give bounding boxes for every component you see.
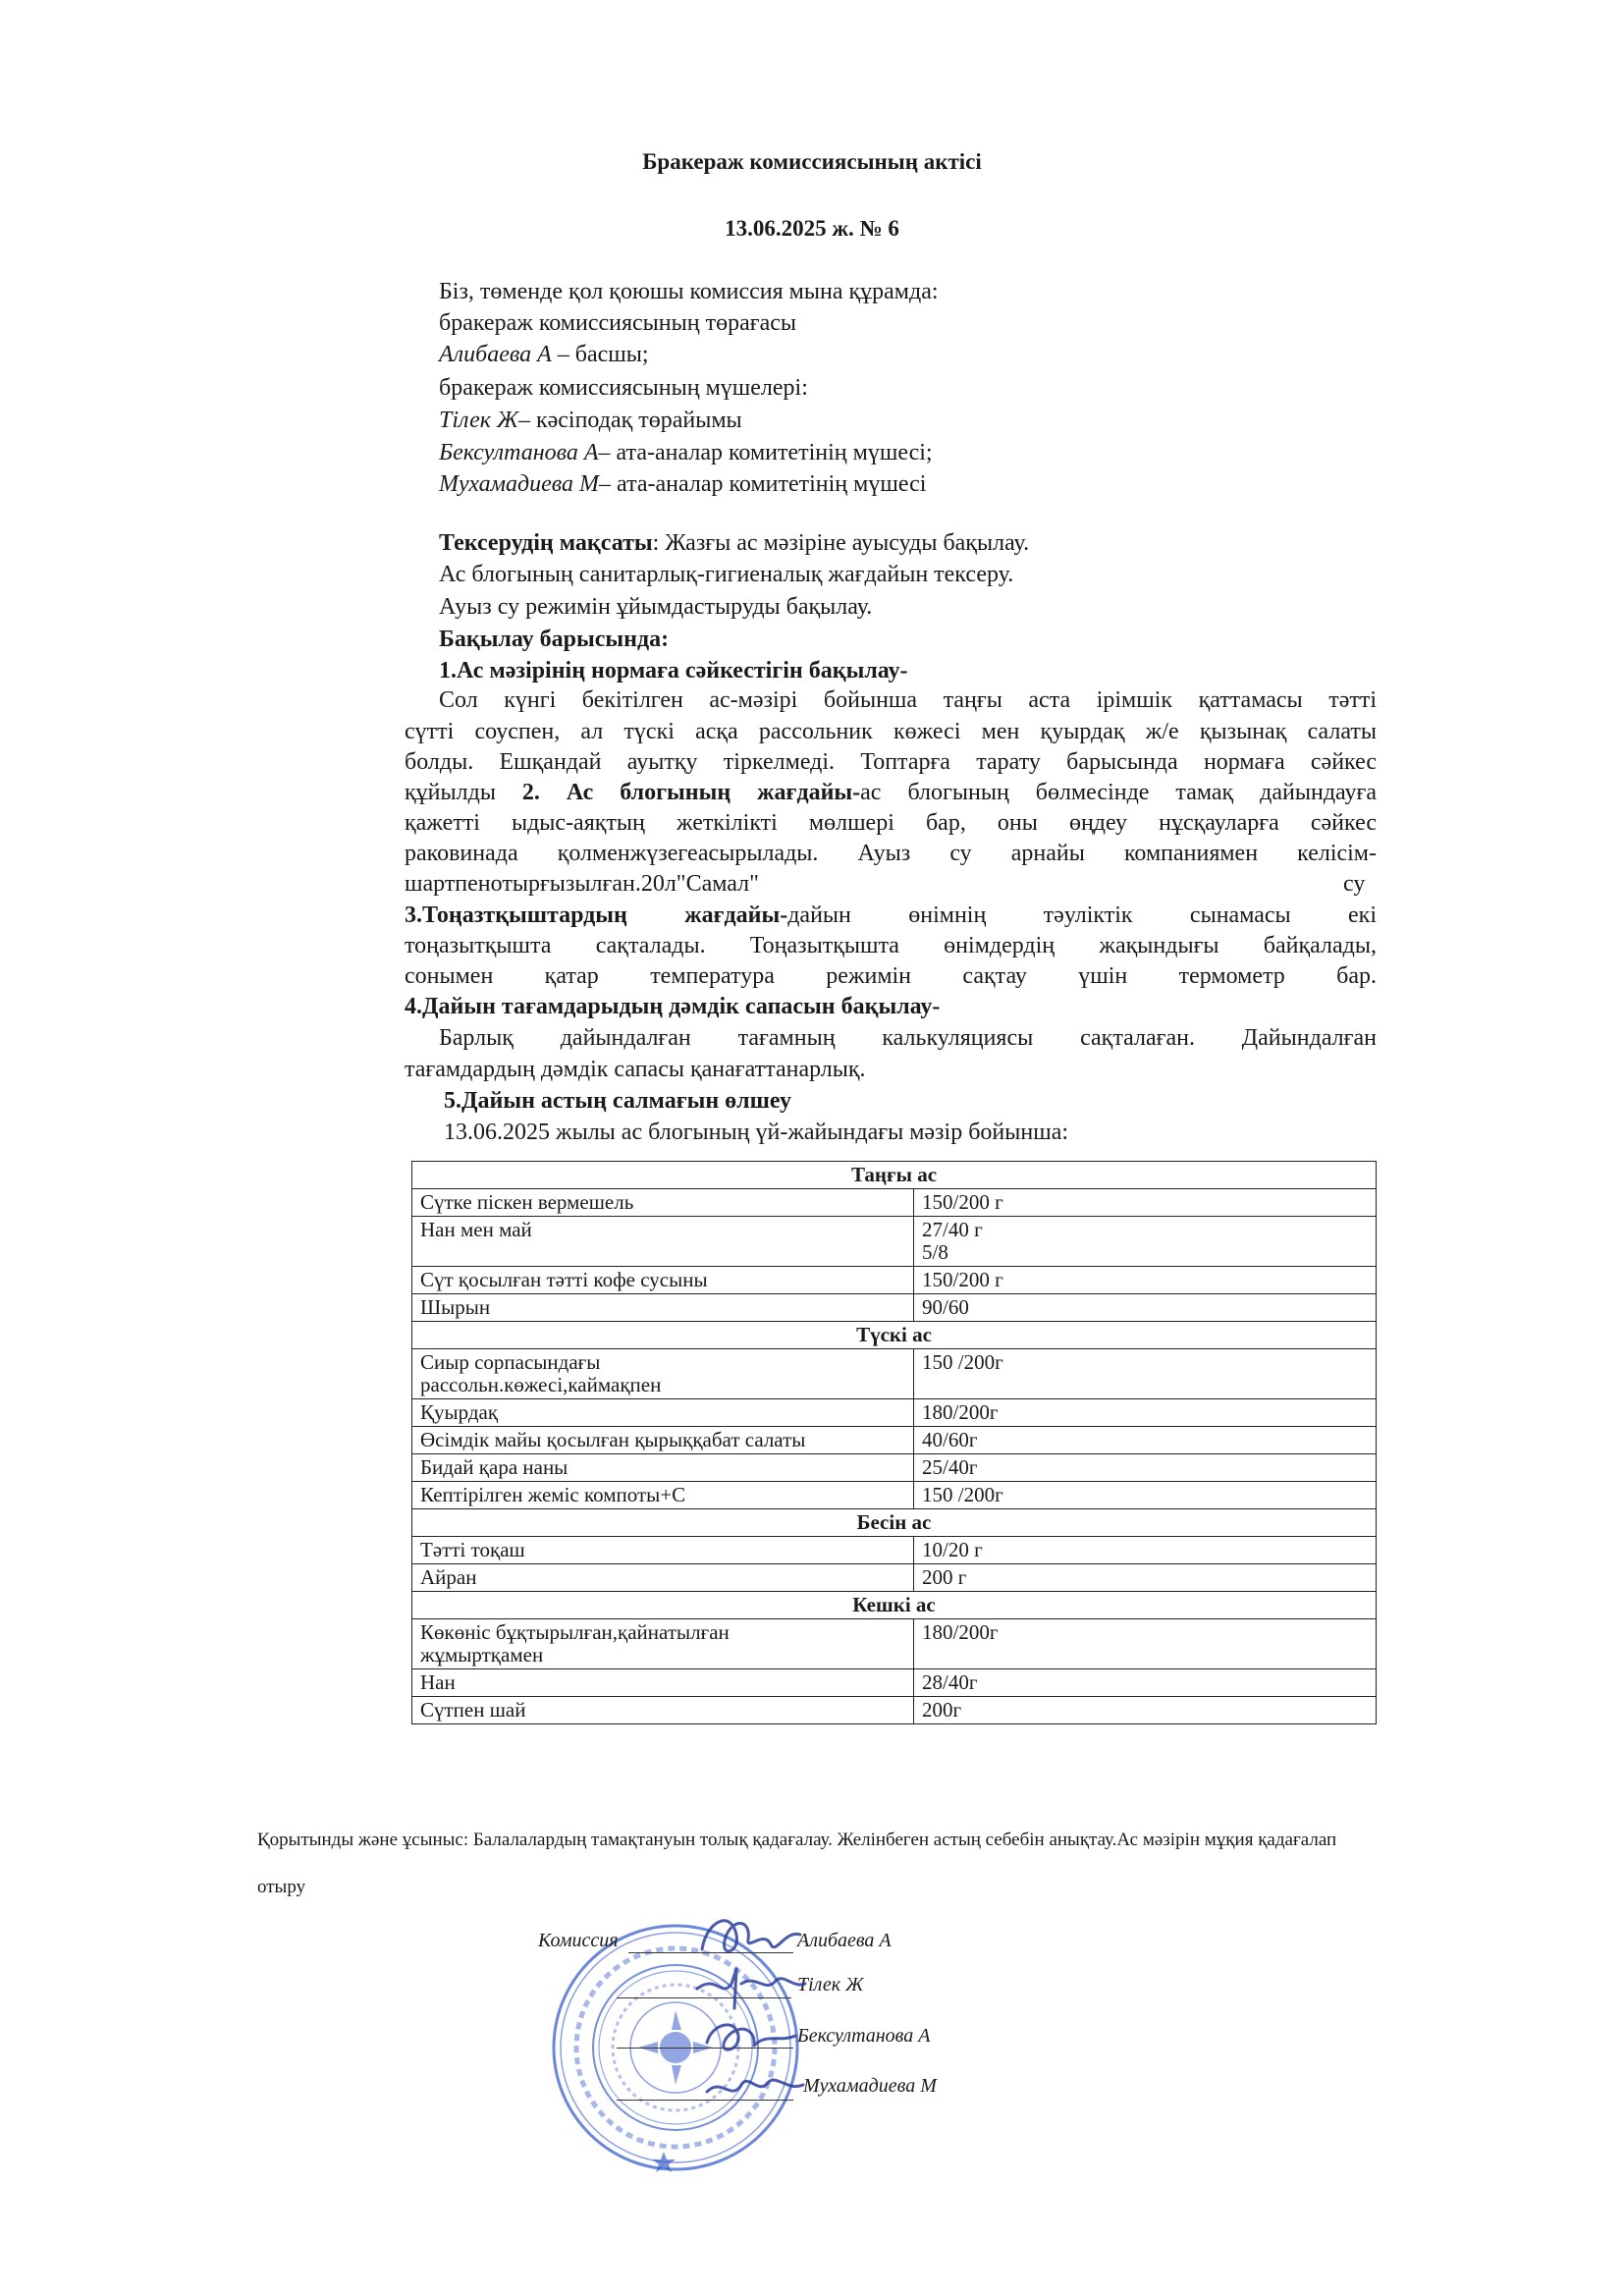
dish-name: Сүтпен шай xyxy=(412,1697,914,1724)
dish-name: Шырын xyxy=(412,1294,914,1322)
table-row xyxy=(412,1564,1377,1592)
section-1-heading: 1.Ас мәзірінің нормаға сәйкестігін бақылау- xyxy=(439,658,908,683)
section-2-text: ас блогының бөлмесінде тамақ дайындауға xyxy=(860,780,1377,805)
section-1-text: құйылды xyxy=(405,780,522,805)
section-5-heading: 5.Дайын астың салмағын өлшеу xyxy=(444,1088,791,1114)
dish-weight: 180/200г xyxy=(914,1619,1377,1669)
members-label: бракераж комиссиясының мүшелері: xyxy=(439,375,808,401)
member-line xyxy=(439,438,933,467)
section-3-text: дайын өнімнің тәуліктік сынамасы екі xyxy=(787,902,1378,928)
purpose-text: : Жазғы ас мәзіріне ауысуды бақылау. xyxy=(652,530,1030,556)
signatory-name: Бексултанова А xyxy=(797,2025,931,2047)
menu-category-row xyxy=(412,1509,1377,1537)
handwritten-signatures xyxy=(677,1890,825,2126)
commission-intro: Біз, төменде қол қоюшы комиссия мына құрамда: xyxy=(439,279,939,304)
member-name: Бексултанова А xyxy=(439,440,599,465)
control-heading: Бақылау барысында: xyxy=(439,627,670,652)
chair-name: Алибаева А xyxy=(439,342,552,367)
dish-weight: 180/200г xyxy=(914,1399,1377,1427)
menu-category-lunch: Түскі ас xyxy=(412,1322,1377,1349)
dish-name: Кептірілген жеміс компоты+С xyxy=(412,1482,914,1509)
document-title: Бракераж комиссиясының актісі xyxy=(642,149,982,174)
dish-weight: 10/20 г xyxy=(914,1537,1377,1564)
member-line xyxy=(439,406,742,435)
member-line xyxy=(439,469,926,499)
section-1-text: сүтті соуспен, ал түскі асқа рассольник көжесі мен қуырдақ ж/е қызынақ салаты xyxy=(405,719,1377,744)
table-row xyxy=(412,1267,1377,1294)
dish-name: Көкөніс бұқтырылған,қайнатылған xyxy=(420,1620,730,1644)
menu-category-row xyxy=(412,1322,1377,1349)
section-2-text: раковинада қолменжүзегеасырылады. Ауыз су арнайы компаниямен келісім- xyxy=(405,841,1377,866)
section-2-first-line xyxy=(405,778,1377,808)
commission-label: Комиссия xyxy=(538,1930,619,1951)
table-row xyxy=(412,1399,1377,1427)
dish-name: Бидай қара наны xyxy=(412,1454,914,1482)
dish-weight-secondary: 5/8 xyxy=(922,1240,948,1264)
section-3-text: сонымен қатар температура режимін сақтау үшін термометр бар. xyxy=(405,963,1377,989)
member-name: Тілек Ж xyxy=(439,408,518,433)
dish-name: Сиыр сорпасындағы xyxy=(420,1350,601,1374)
section-2-text: су xyxy=(1343,871,1366,897)
menu-category-dinner: Кешкі ас xyxy=(412,1592,1377,1619)
dish-weight: 25/40г xyxy=(914,1454,1377,1482)
dish-weight: 150 /200г xyxy=(914,1349,1377,1399)
table-row xyxy=(412,1619,1377,1669)
member-role: – ата-аналар комитетінің мүшесі; xyxy=(598,440,933,465)
table-row xyxy=(412,1189,1377,1217)
signature-scrawl xyxy=(707,2025,795,2050)
section-4-text: тағамдардың дәмдік сапасы қанағаттанарлық. xyxy=(405,1057,866,1082)
section-2-text: шартпенотырғызылған.20л"Самал" xyxy=(405,871,759,897)
section-3-first-line xyxy=(405,901,1377,931)
dish-name: Сүтке піскен вермешель xyxy=(412,1189,914,1217)
dish-name: Нан xyxy=(412,1669,914,1697)
dish-name: Айран xyxy=(412,1564,914,1592)
chair-line xyxy=(439,340,649,369)
dish-weight: 28/40г xyxy=(914,1669,1377,1697)
dish-name: Нан мен май xyxy=(412,1217,914,1267)
purpose-line-2: Ас блогының санитарлық-гигиеналық жағдайын тексеру. xyxy=(439,562,1014,587)
dish-name-cell xyxy=(412,1619,914,1669)
table-row xyxy=(412,1294,1377,1322)
signatory-name: Тілек Ж xyxy=(797,1974,864,1995)
dish-weight: 150/200 г xyxy=(914,1189,1377,1217)
dish-name: Қуырдақ xyxy=(412,1399,914,1427)
dish-name: Сүт қосылған тәтті кофе сусыны xyxy=(412,1267,914,1294)
signature-scrawl xyxy=(707,2080,803,2092)
dish-name: Тәтті тоқаш xyxy=(412,1537,914,1564)
act-date-number: 13.06.2025 ж. № 6 xyxy=(725,216,899,241)
section-4-text: Барлық дайындалған тағамның калькуляциясы сақталаған. Дайындалған xyxy=(439,1025,1377,1051)
menu-category-breakfast: Таңғы ас xyxy=(412,1162,1377,1189)
table-row xyxy=(412,1427,1377,1454)
table-row xyxy=(412,1217,1377,1267)
section-1-text: болды. Ешқандай ауытқу тіркелмеді. Топтарға тарату барысында нормаға сәйкес xyxy=(405,749,1377,775)
chair-label: бракераж комиссиясының төрағасы xyxy=(439,310,797,336)
table-row xyxy=(412,1537,1377,1564)
section-3-text: тоңазытқышта сақталады. Тоңазытқышта өнімдердің жақындығы байқалады, xyxy=(405,933,1377,958)
section-4-heading: 4.Дайын тағамдарыдың дәмдік сапасын бақылау- xyxy=(405,994,941,1019)
menu-category-snack: Бесін ас xyxy=(412,1509,1377,1537)
table-row xyxy=(412,1349,1377,1399)
dish-name-continued: жұмыртқамен xyxy=(420,1643,544,1667)
dish-name-continued: рассольн.көжесі,каймақпен xyxy=(420,1373,662,1396)
dish-weight: 90/60 xyxy=(914,1294,1377,1322)
section-5-intro: 13.06.2025 жылы ас блогының үй-жайындағы мәзір бойынша: xyxy=(444,1120,1069,1145)
dish-weight-cell xyxy=(914,1217,1377,1267)
signature-scrawl xyxy=(697,1969,805,2008)
table-row xyxy=(412,1482,1377,1509)
section-2-heading: 2. Ас блогының жағдайы- xyxy=(521,780,861,805)
table-row xyxy=(412,1697,1377,1724)
purpose-line xyxy=(439,528,1029,558)
dish-name: Өсімдік майы қосылған қырыққабат салаты xyxy=(412,1427,914,1454)
member-role: – кәсіподақ төрайымы xyxy=(517,408,742,433)
signature-scrawl xyxy=(702,1921,800,1951)
signatory-name: Мухамадиева М xyxy=(803,2075,937,2097)
member-name: Мухамадиева М xyxy=(439,471,600,497)
purpose-line-3: Ауыз су режимін ұйымдастыруды бақылау. xyxy=(439,594,873,620)
table-row xyxy=(412,1669,1377,1697)
dish-weight: 40/60г xyxy=(914,1427,1377,1454)
conclusion-text: Қорытынды және ұсыныс: Балалалардың тамақтануын толық қадағалау. Желінбеген астың себебін анықтау.Ас мәзірін мұқия қадағалап xyxy=(257,1830,1337,1850)
menu-table xyxy=(411,1161,1377,1724)
dish-weight: 200г xyxy=(914,1697,1377,1724)
member-role: – ата-аналар комитетінің мүшесі xyxy=(599,471,927,497)
conclusion-text-continued: отыру xyxy=(257,1877,306,1897)
dish-weight: 200 г xyxy=(914,1564,1377,1592)
dish-name-cell xyxy=(412,1349,914,1399)
menu-category-row xyxy=(412,1162,1377,1189)
chair-role: – басшы; xyxy=(551,342,649,367)
table-row xyxy=(412,1454,1377,1482)
section-2-text: қажетті ыдыс-аяқтың жеткілікті мөлшері бар, оны өңдеу нұсқауларға сәйкес xyxy=(405,810,1377,836)
menu-category-row xyxy=(412,1592,1377,1619)
purpose-label: Тексерудің мақсаты xyxy=(439,530,653,556)
dish-weight: 150 /200г xyxy=(914,1482,1377,1509)
dish-weight: 150/200 г xyxy=(914,1267,1377,1294)
signatory-name: Алибаева А xyxy=(797,1930,892,1951)
dish-weight: 27/40 г xyxy=(922,1218,983,1241)
section-1-text: Сол күнгі бекітілген ас-мәзірі бойынша таңғы аста ірімшік қаттамасы тәтті xyxy=(439,687,1377,713)
section-3-heading: 3.Тоңазтқыштардың жағдайы- xyxy=(405,902,788,928)
